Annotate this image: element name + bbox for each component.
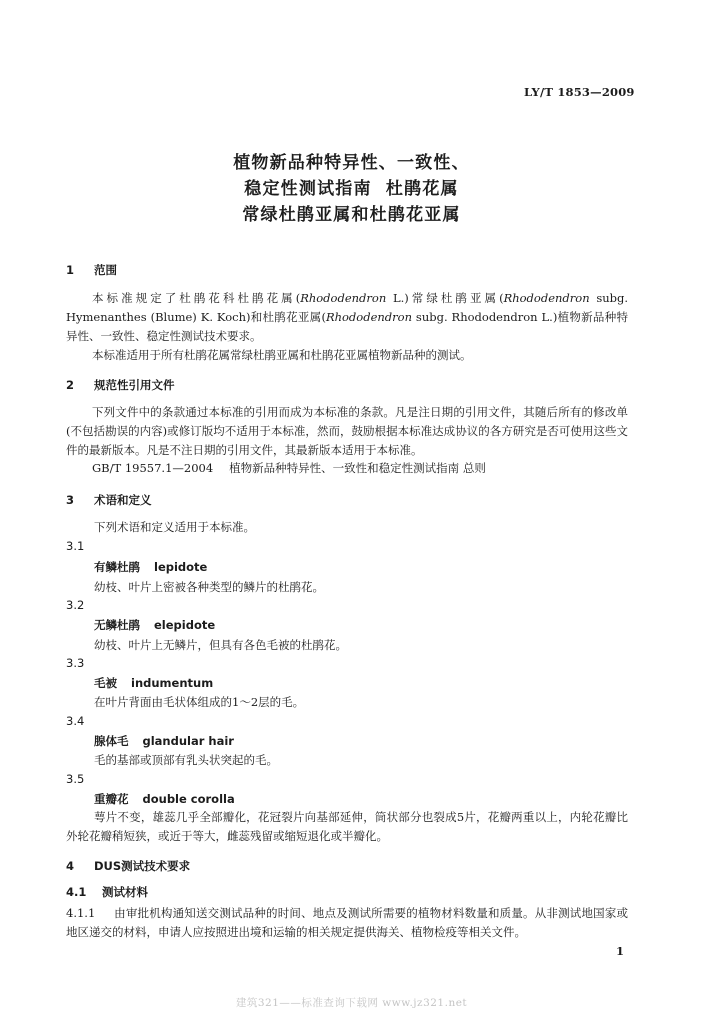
reference-title: 植物新品种特异性、一致性和稳定性测试指南 总则 (229, 461, 486, 475)
section-number: 2 (66, 378, 75, 392)
subsection-heading: 4.1 测试材料 (66, 885, 148, 899)
title-line-1: 植物新品种特异性、一致性、 (233, 153, 470, 173)
term-heading: 腺体毛 glandular hair (94, 734, 234, 748)
clause-text: 由审批机构通知送交测试品种的时间、地点及测试所需要的植物材料数量和质量。从非测试地国家或地区递交的材料，申请人应按照进出境和运输的相关规定提供海关、植物检疫等相关文件。 (66, 906, 628, 939)
standard-code: LY/T 1853—2009 (524, 85, 635, 99)
term-number: 3.2 (66, 598, 85, 612)
normative-reference (92, 460, 486, 476)
section-heading-scope (66, 262, 117, 278)
clause-number: 4.1.1 (66, 906, 96, 920)
watermark: 建筑321——标准查询下载网 www.jz321.net (235, 997, 468, 1009)
clause-4-1-1 (66, 904, 628, 942)
term-number: 3.4 (66, 714, 85, 728)
term-definition: 在叶片背面由毛状体组成的1～2层的毛。 (94, 695, 305, 709)
term-definition: 萼片不变，雄蕊几乎全部瓣化，花冠裂片向基部延伸，筒状部分也裂成5片，花瓣两重以上，内轮花瓣比外轮花瓣稍短狭，或近于等大，雌蕊残留或缩短退化或半瓣化。 (66, 810, 628, 843)
term-heading: 有鳞杜鹃 lepidote (94, 560, 208, 574)
scope-paragraph-2: 本标准适用于所有杜鹃花属常绿杜鹃亚属和杜鹃花亚属植物新品种的测试。 (92, 348, 472, 362)
page-number: 1 (616, 944, 625, 958)
section-title: 范围 (94, 263, 117, 277)
section-title: DUS测试技术要求 (94, 859, 191, 873)
term-heading: 毛被 indumentum (94, 676, 214, 690)
section-heading-dus (66, 858, 190, 874)
title-line-2: 稳定性测试指南 杜鹃花属 (244, 179, 459, 199)
term-definition: 幼枝、叶片上密被各种类型的鳞片的杜鹃花。 (94, 580, 324, 594)
term-heading: 重瓣花 double corolla (94, 792, 235, 806)
term-number: 3.1 (66, 539, 85, 553)
section-title: 规范性引用文件 (94, 378, 175, 392)
normative-paragraph: 下列文件中的条款通过本标准的引用而成为本标准的条款。凡是注日期的引用文件，其随后所有的修改单(不包括勘误的内容)或修订版均不适用于本标准，然而，鼓励根据本标准达成协议的各方研究是否可使用这些文件的最新版本。凡是不注日期的引用文件，其最新版本适用于本标准。 (66, 405, 628, 457)
section-heading-terms (66, 492, 152, 508)
term-definition: 幼枝、叶片上无鳞片，但具有各色毛被的杜鹃花。 (94, 638, 347, 652)
section-number: 3 (66, 493, 75, 507)
scope-paragraph-1: 本标准规定了杜鹃花科杜鹃花属(Rhododendron L.)常绿杜鹃亚属(Rhododendron subg. Hymenanthes (Blume) K. Koch)和杜鹃花亚属(Rhododendron subg. Rhododendron L.)植物新品种特异性、一致性、稳定性测试技术要求。 (66, 291, 629, 343)
term-definition: 毛的基部或顶部有乳头状突起的毛。 (94, 753, 278, 767)
terms-intro: 下列术语和定义适用于本标准。 (94, 520, 255, 534)
section-title: 术语和定义 (94, 493, 152, 507)
section-number: 1 (66, 263, 75, 277)
section-heading-normative (66, 377, 175, 393)
term-heading: 无鳞杜鹃 elepidote (94, 618, 216, 632)
term-number: 3.3 (66, 656, 85, 670)
reference-code: GB/T 19557.1—2004 (92, 461, 214, 475)
title-line-3: 常绿杜鹃亚属和杜鹃花亚属 (242, 205, 461, 225)
term-number: 3.5 (66, 772, 85, 786)
section-number: 4 (66, 859, 75, 873)
